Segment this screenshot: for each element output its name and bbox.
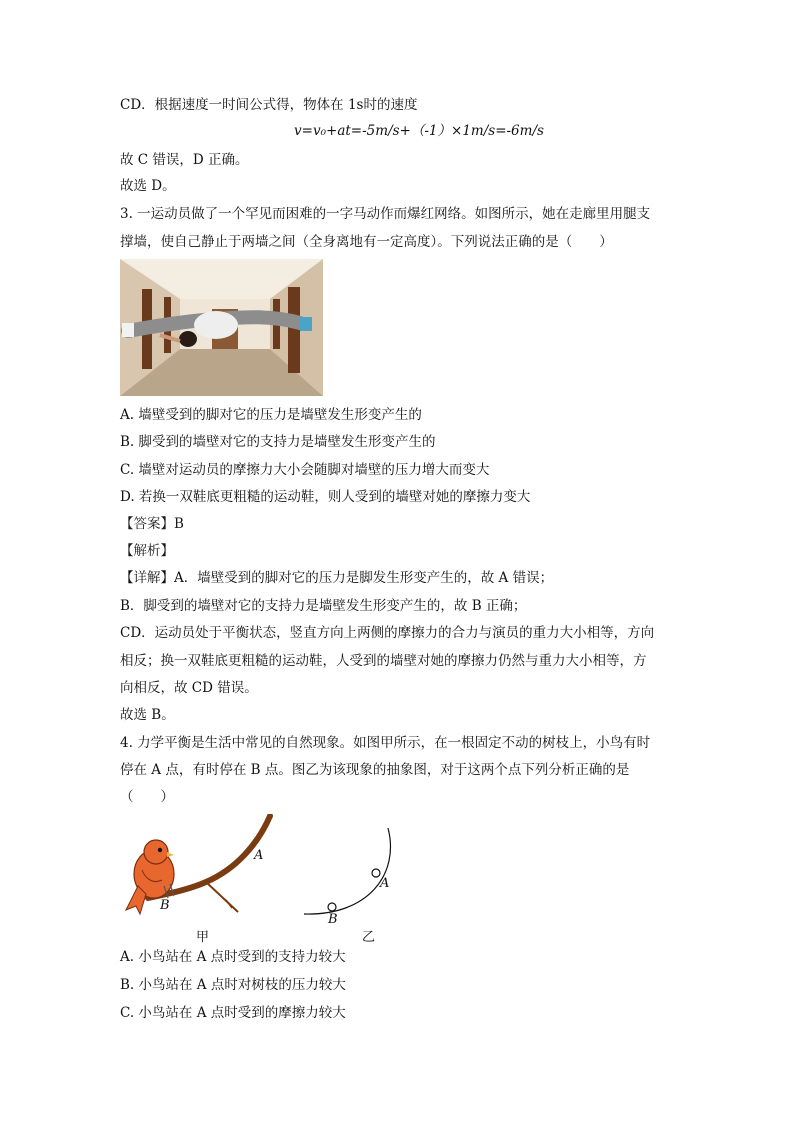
detail-line-4: 相反；换一双鞋底更粗糙的运动鞋，人受到的墙壁对她的摩擦力仍然与重力大小相等，方 bbox=[120, 653, 647, 669]
formula-text: v=v₀+at=-5m/s+（-1）×1m/s=-6m/s bbox=[294, 123, 544, 139]
question-3-option-a: A. 墙壁受到的脚对它的压力是墙壁发生形变产生的 bbox=[120, 407, 422, 423]
solution-line-conclusion: 故 C 错误，D 正确。 bbox=[120, 152, 249, 168]
label-b-branch: B bbox=[160, 898, 170, 913]
label-a-branch: A bbox=[254, 848, 264, 863]
detail-line-3: CD．运动员处于平衡状态，竖直方向上两侧的摩擦力的合力与演员的重力大小相等，方向 bbox=[120, 625, 655, 641]
bird-branch-figure bbox=[118, 814, 408, 946]
question-3-stem-2: 撑墙，使自己静止于两墙之间（全身离地有一定高度）。下列说法正确的是（ ） bbox=[120, 234, 613, 250]
question-3-option-b: B. 脚受到的墙壁对它的支持力是墙壁发生形变产生的 bbox=[120, 434, 436, 450]
velocity-formula bbox=[0, 122, 794, 140]
question-4-option-b: B. 小鸟站在 A 点时对树枝的压力较大 bbox=[120, 977, 346, 993]
solution-line-velocity: CD．根据速度一时间公式得，物体在 1s时的速度 bbox=[120, 97, 418, 113]
point-a-marker bbox=[372, 869, 380, 877]
answer-heading: 【答案】B bbox=[120, 516, 184, 532]
question-4-stem-1: 4. 力学平衡是生活中常见的自然现象。如图甲所示，在一根固定不动的树枝上，小鸟有时 bbox=[120, 735, 651, 751]
caption-jia: 甲 bbox=[196, 930, 210, 945]
question-3-option-d: D. 若换一双鞋底更粗糙的运动鞋，则人受到的墙壁对她的摩擦力变大 bbox=[120, 489, 531, 505]
detail-line-6: 故选 B。 bbox=[120, 707, 175, 723]
detail-line-2: B．脚受到的墙壁对它的支持力是墙壁发生形变产生的，故 B 正确； bbox=[120, 598, 527, 614]
label-a-curve: A bbox=[380, 876, 390, 891]
question-4-option-c: C. 小鸟站在 A 点时受到的摩擦力较大 bbox=[120, 1005, 346, 1021]
question-4-stem-2: 停在 A 点，有时停在 B 点。图乙为该现象的抽象图，对于这两个点下列分析正确的是 bbox=[120, 762, 630, 778]
detail-line-1: 【详解】A．墙壁受到的脚对它的压力是脚发生形变产生的，故 A 错误； bbox=[120, 570, 554, 586]
label-b-curve: B bbox=[328, 912, 338, 927]
detail-line-5: 向相反，故 CD 错误。 bbox=[120, 680, 258, 696]
analysis-heading: 【解析】 bbox=[120, 543, 174, 559]
question-3-option-c: C. 墙壁对运动员的摩擦力大小会随脚对墙壁的压力增大而变大 bbox=[120, 462, 490, 478]
question-3-stem-1: 3. 一运动员做了一个罕见而困难的一字马动作而爆红网络。如图所示，她在走廊里用腿支 bbox=[120, 206, 651, 222]
question-4-stem-3: （ ） bbox=[120, 789, 174, 805]
gymnast-corridor-photo bbox=[120, 259, 323, 396]
question-4-option-a: A. 小鸟站在 A 点时受到的支持力较大 bbox=[120, 949, 346, 965]
caption-yi: 乙 bbox=[362, 930, 376, 945]
photo-illustration bbox=[120, 259, 323, 396]
point-b-marker bbox=[328, 903, 336, 911]
solution-line-choice: 故选 D。 bbox=[120, 178, 176, 194]
